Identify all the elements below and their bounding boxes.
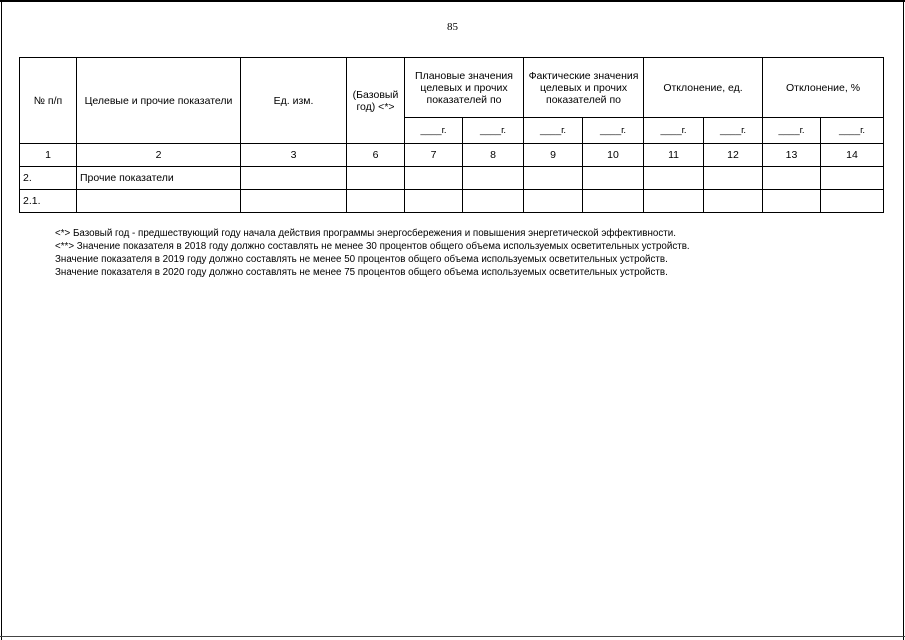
header-unit: Ед. изм. (241, 58, 347, 144)
empty-cell (644, 190, 704, 213)
header-base-year: (Базовый год) <*> (347, 58, 405, 144)
row-num: 2. (20, 167, 77, 190)
right-border (903, 0, 904, 640)
footnote-base-year: <*> Базовый год - предшествующий году начала действия программы энергосбережения и повышения энергетической эффективности. (55, 228, 676, 239)
top-border (0, 0, 905, 2)
header-deviation-percent: Отклонение, % (763, 58, 884, 118)
column-number: 11 (644, 144, 704, 167)
column-number: 3 (241, 144, 347, 167)
empty-cell (347, 167, 405, 190)
year-cell: ____г. (463, 118, 524, 144)
empty-cell (704, 167, 763, 190)
year-cell: ____г. (524, 118, 583, 144)
year-cell: ____г. (583, 118, 644, 144)
footnote-2018: <**> Значение показателя в 2018 году должно составлять не менее 30 процентов общего объема используемых осветительных устройств. (55, 241, 690, 252)
header-planned: Плановые значения целевых и прочих показателей по (405, 58, 524, 118)
empty-cell (241, 190, 347, 213)
empty-cell (644, 167, 704, 190)
empty-cell (524, 190, 583, 213)
empty-cell (347, 190, 405, 213)
year-cell: ____г. (644, 118, 704, 144)
empty-cell (763, 190, 821, 213)
column-number: 8 (463, 144, 524, 167)
column-number: 7 (405, 144, 463, 167)
empty-cell (704, 190, 763, 213)
row-name: Прочие показатели (77, 167, 241, 190)
bottom-border (0, 636, 905, 637)
row-name (77, 190, 241, 213)
column-number: 1 (20, 144, 77, 167)
column-number: 6 (347, 144, 405, 167)
header-deviation-units: Отклонение, ед. (644, 58, 763, 118)
page-number: 85 (447, 21, 458, 33)
footnote-2019: Значение показателя в 2019 году должно составлять не менее 50 процентов общего объема используемых осветительных устройств. (55, 254, 668, 265)
year-cell: ____г. (704, 118, 763, 144)
empty-cell (583, 190, 644, 213)
empty-cell (405, 167, 463, 190)
year-cell: ____г. (821, 118, 884, 144)
year-cell: ____г. (763, 118, 821, 144)
empty-cell (463, 190, 524, 213)
empty-cell (821, 190, 884, 213)
column-number-row (20, 144, 884, 167)
header-actual: Фактические значения целевых и прочих показателей по (524, 58, 644, 118)
column-number: 14 (821, 144, 884, 167)
empty-cell (821, 167, 884, 190)
column-number: 9 (524, 144, 583, 167)
empty-cell (583, 167, 644, 190)
header-num: № п/п (20, 58, 77, 144)
row-num: 2.1. (20, 190, 77, 213)
year-cell: ____г. (405, 118, 463, 144)
column-number: 10 (583, 144, 644, 167)
column-number: 12 (704, 144, 763, 167)
header-row (20, 58, 884, 118)
empty-cell (463, 167, 524, 190)
table-row (20, 190, 884, 213)
indicators-table (19, 57, 884, 213)
footnote-2020: Значение показателя в 2020 году должно составлять не менее 75 процентов общего объема используемых осветительных устройств. (55, 267, 668, 278)
table-row (20, 167, 884, 190)
column-number: 2 (77, 144, 241, 167)
column-number: 13 (763, 144, 821, 167)
empty-cell (524, 167, 583, 190)
empty-cell (241, 167, 347, 190)
footnotes (55, 227, 875, 279)
empty-cell (763, 167, 821, 190)
left-border (1, 0, 2, 640)
empty-cell (405, 190, 463, 213)
header-indicators: Целевые и прочие показатели (77, 58, 241, 144)
